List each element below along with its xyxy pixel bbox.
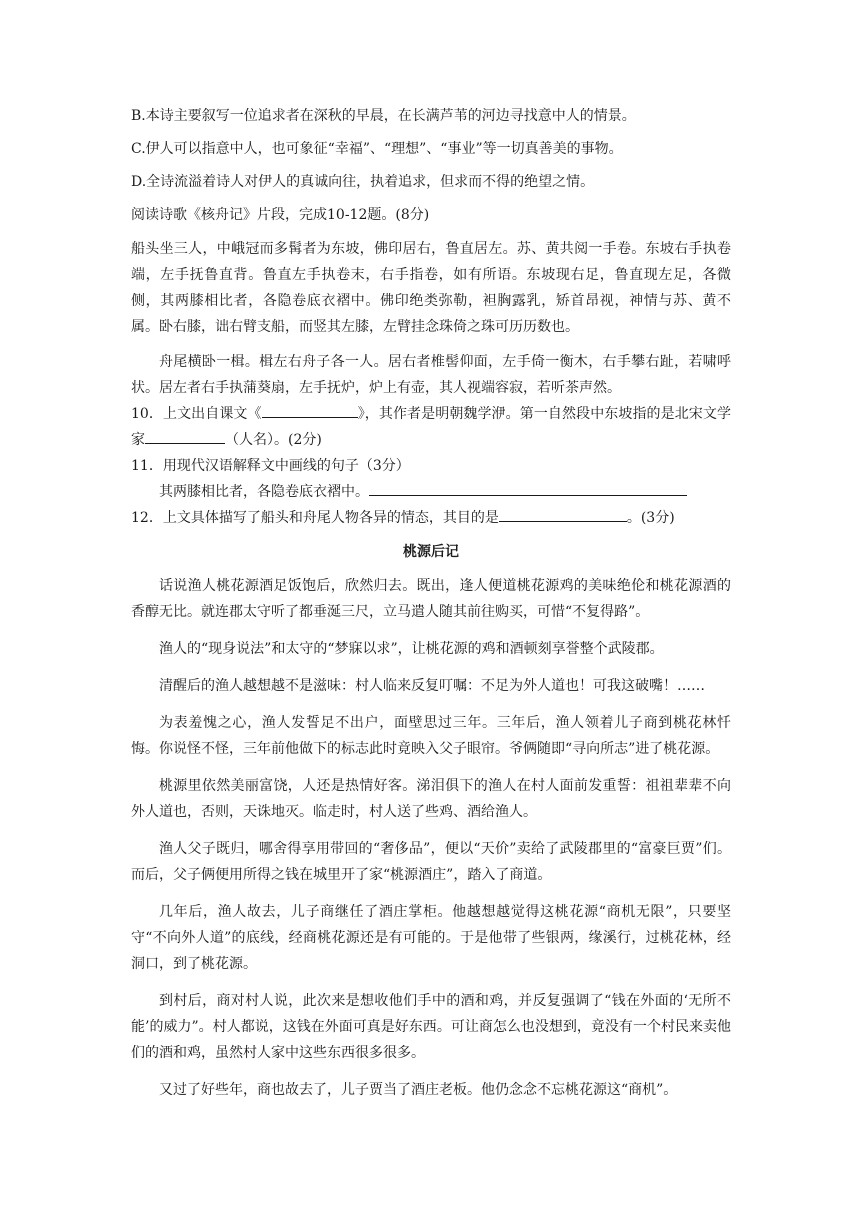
question-10	[131, 401, 731, 453]
answer-blank-author-name[interactable]	[145, 429, 225, 444]
story-paragraph-5: 桃源里依然美丽富饶，人还是热情好客。涕泪俱下的渔人在村人面前发重誓：祖祖辈辈不向外人道也，否则，天诛地灭。临走时，村人送了些鸡、酒给渔人。	[131, 778, 731, 820]
question-12	[131, 505, 731, 531]
story-paragraph-6: 渔人父子既归，哪舍得享用带回的“奢侈品”，便以“天价”卖给了武陵郡里的“富豪巨贾”们。而后，父子俩便用所得之钱在城里开了家“桃源酒庄”，踏入了商道。	[131, 841, 731, 883]
story-paragraph-8: 到村后，商对村人说，此次来是想收他们手中的酒和鸡，并反复强调了“钱在外面的‘无所不能’的威力”。村人都说，这钱在外面可真是好东西。可让商怎么也没想到，竟没有一个村民来卖他们的酒和鸡，虽然村人家中这些东西很多很多。	[131, 993, 731, 1061]
answer-blank-text-title[interactable]	[262, 403, 358, 418]
passage-paragraph-2: 舟尾横卧一楫。楫左右舟子各一人。居右者椎髻仰面，左手倚一衡木，右手攀右趾，若啸呼状。居左者右手执蒲葵扇，左手抚炉，炉上有壶，其人视端容寂，若听茶声然。	[131, 354, 731, 396]
reading-intro: 阅读诗歌《核舟记》片段，完成10-12题。(8分)	[131, 207, 430, 223]
answer-blank-purpose[interactable]	[499, 507, 627, 522]
story-paragraph-7: 几年后，渔人故去，儿子商继任了酒庄掌柜。他越想越觉得这桃花源“商机无限”，只要坚守“不向外人道”的底线，经商桃花源还是有可能的。于是他带了些银两，缘溪行，过桃花林，经洞口，到了桃花源。	[131, 904, 731, 972]
question-12-part-a: 12．上文具体描写了船头和舟尾人物各异的情态，其目的是	[131, 510, 499, 526]
option-c: C.伊人可以指意中人，也可象征“幸福”、“理想”、“事业”等一切真善美的事物。	[131, 141, 623, 157]
question-11-sentence: 其两膝相比者，各隐卷底衣褶中。	[159, 484, 369, 500]
question-10-part-a: 10．上文出自课文《	[131, 406, 262, 422]
question-11-sentence-row	[131, 479, 731, 505]
document-content	[131, 104, 731, 1103]
question-10-part-b: 》，其作者是明朝魏学洢。第一自然段中东坡指的是北宋文学家	[131, 406, 731, 448]
option-d: D.全诗流溢着诗人对伊人的真诚向往，执着追求，但求而不得的绝望之情。	[131, 174, 595, 190]
story-paragraph-1: 话说渔人桃花源酒足饭饱后，欣然归去。既出，逢人便道桃花源鸡的美味绝伦和桃花源酒的香醇无比。就连郡太守听了都垂涎三尺，立马遣人随其前往购买，可惜“不复得路”。	[131, 578, 731, 620]
question-12-part-b: 。(3分)	[626, 510, 675, 526]
story-paragraph-3: 清醒后的渔人越想越不是滋味：村人临来反复叮嘱：不足为外人道也！可我这破嘴！……	[159, 678, 705, 694]
passage-paragraph-1: 船头坐三人，中峨冠而多髯者为东坡，佛印居右，鲁直居左。苏、黄共阅一手卷。东坡右手执卷端，左手抚鲁直背。鲁直左手执卷末，右手指卷，如有所语。东坡现右足，鲁直现左足，各微侧，其两膝相比者，各隐卷底衣褶中。佛印绝类弥勒，袒胸露乳，矫首昂视，神情与苏、黄不属。卧右膝，诎右臂支船，而竖其左膝，左臂挂念珠倚之珠可历历数也。	[131, 241, 731, 335]
question-10-part-c: （人名）。(2分)	[225, 432, 322, 448]
option-b: B.本诗主要叙写一位追求者在深秋的早晨，在长满芦苇的河边寻找意中人的情景。	[131, 108, 636, 124]
question-11: 11．用现代汉语解释文中画线的句子（3分）	[131, 458, 410, 474]
answer-blank-translation[interactable]	[369, 481, 687, 496]
story-paragraph-2: 渔人的“现身说法”和太守的“梦寐以求”，让桃花源的鸡和酒顿刻享誉整个武陵郡。	[159, 641, 664, 657]
story-paragraph-4: 为表羞愧之心，渔人发誓足不出户，面壁思过三年。三年后，渔人领着儿子商到桃花林忏悔。你说怪不怪，三年前他做下的标志此时竟映入父子眼帘。爷俩随即“寻向所志”进了桃花源。	[131, 715, 731, 757]
story-paragraph-9: 又过了好些年，商也故去了，儿子贾当了酒庄老板。他仍念念不忘桃花源这“商机”。	[159, 1082, 678, 1098]
story-title: 桃源后记	[403, 544, 459, 560]
